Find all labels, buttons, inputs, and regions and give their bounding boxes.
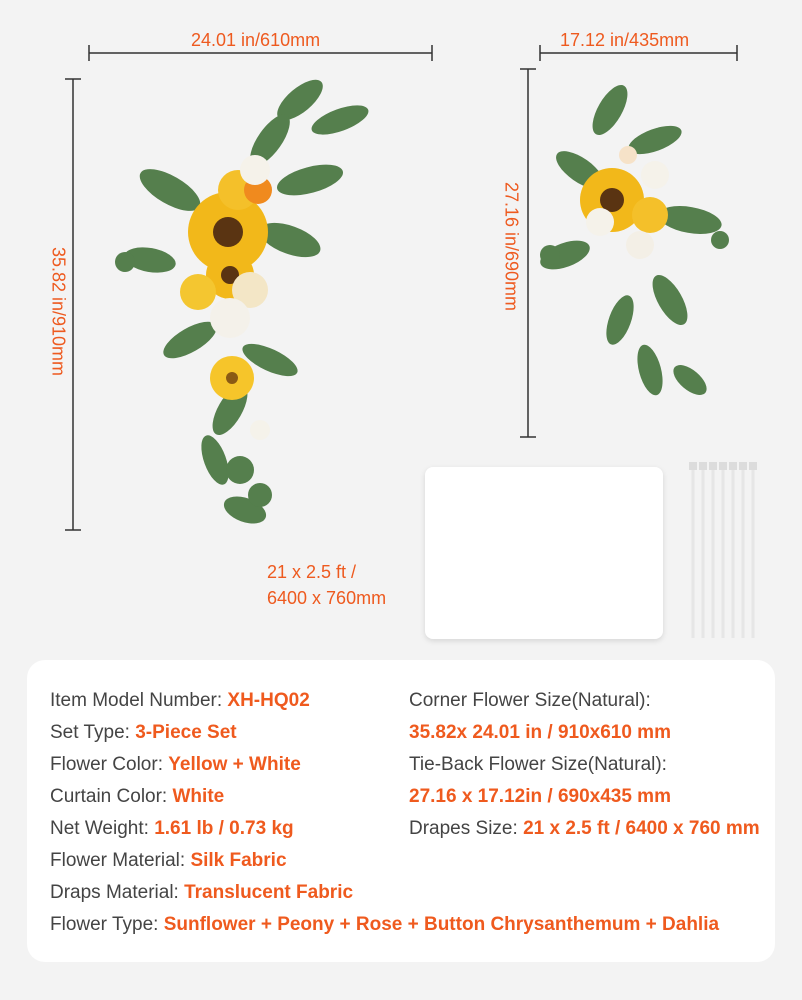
spec-set-type: Set Type: 3-Piece Set [50,722,237,743]
spec-net-weight: Net Weight: 1.61 lb / 0.73 kg [50,818,294,839]
tieback-width-label: 17.12 in/435mm [560,30,690,50]
spec-model: Item Model Number: XH-HQ02 [50,690,310,711]
spec-corner-size-value: 35.82x 24.01 in / 910x610 mm [409,722,671,743]
spec-flower-color: Flower Color: Yellow + White [50,754,301,775]
spec-drapes-size: Drapes Size: 21 x 2.5 ft / 6400 x 760 mm [409,818,760,839]
spec-tieback-size-label: Tie-Back Flower Size(Natural): [409,754,667,775]
spec-flower-type: Flower Type: Sunflower + Peony + Rose + Button Chrysanthemum + Dahlia [50,914,720,935]
spec-flower-material: Flower Material: Silk Fabric [50,850,287,871]
spec-draps-material: Draps Material: Translucent Fabric [50,882,354,903]
corner-height-label: 35.82 in/910mm [48,246,69,377]
corner-width-label: 24.01 in/610mm [191,30,321,50]
spec-corner-size-label: Corner Flower Size(Natural): [409,690,651,711]
drape-size-line1: 21 x 2.5 ft / [267,562,357,582]
spec-curtain-color: Curtain Color: White [50,786,225,807]
spec-tieback-size-value: 27.16 x 17.12in / 690x435 mm [409,786,671,807]
tieback-height-label: 27.16 in/690mm [501,181,522,312]
drape-size-line2: 6400 x 760mm [267,588,387,608]
